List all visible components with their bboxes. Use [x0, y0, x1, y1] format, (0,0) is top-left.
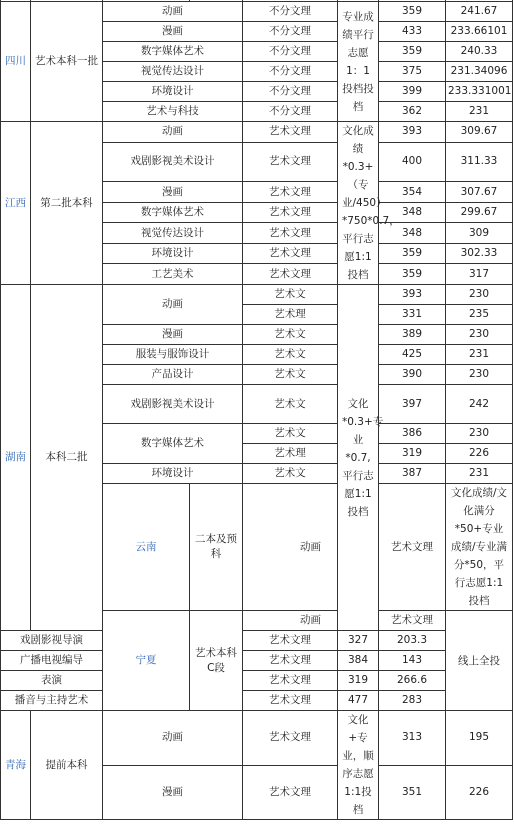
control-line-cell: 384	[338, 651, 379, 671]
table-row	[1, 122, 513, 143]
batch-cell: 二本及预科	[190, 484, 243, 611]
score-a-cell: 230	[446, 424, 513, 444]
major-cell: 表演	[1, 671, 103, 691]
major-cell: 漫画	[103, 22, 243, 42]
score-a-cell: 299.67	[446, 202, 513, 223]
control-line-cell: 348	[379, 202, 446, 223]
major-cell: 产品设计	[103, 365, 243, 385]
control-line-cell: 400	[379, 142, 446, 182]
category-cell: 艺术文理	[243, 122, 338, 143]
category-cell: 艺术文理	[243, 142, 338, 182]
major-cell: 动画	[103, 122, 243, 143]
control-line-cell: 375	[379, 62, 446, 82]
control-line-cell: 397	[379, 385, 446, 424]
score-a-cell: 231	[446, 464, 513, 484]
batch-cell: 艺术本科一批	[31, 2, 103, 122]
score-a-cell: 226	[446, 765, 513, 820]
major-cell: 戏剧影视导演	[1, 631, 103, 651]
major-cell: 工艺美术	[103, 264, 243, 285]
category-cell: 不分文理	[243, 102, 338, 122]
category-cell: 艺术文理	[243, 671, 338, 691]
table-row	[1, 651, 513, 671]
category-cell: 艺术文	[243, 464, 338, 484]
category-cell: 艺术文	[243, 285, 338, 305]
score-a-cell: 309	[446, 223, 513, 244]
major-cell: 视觉传达设计	[103, 223, 243, 244]
score-a-cell: 233.331001	[446, 82, 513, 102]
major-cell: 动画	[103, 711, 243, 766]
control-line-cell: 393	[379, 122, 446, 143]
control-line-cell: 359	[379, 42, 446, 62]
category-cell: 艺术文	[243, 365, 338, 385]
category-cell: 艺术文理	[243, 631, 338, 651]
category-cell: 不分文理	[243, 22, 338, 42]
major-cell: 漫画	[103, 182, 243, 203]
control-line-cell: 359	[379, 243, 446, 264]
category-cell: 不分文理	[243, 62, 338, 82]
score-a-cell: 143	[379, 651, 446, 671]
table-row	[1, 631, 513, 651]
score-a-cell: 317	[446, 264, 513, 285]
major-cell: 播音与主持艺术	[1, 691, 103, 711]
major-cell: 视觉传达设计	[103, 62, 243, 82]
major-cell: 动画	[103, 285, 243, 325]
control-line-cell: 387	[379, 464, 446, 484]
major-cell: 动画	[103, 2, 243, 22]
control-line-cell: 425	[379, 345, 446, 365]
major-cell: 环境设计	[103, 82, 243, 102]
category-cell: 艺术文	[243, 385, 338, 424]
category-cell: 艺术文理	[379, 484, 446, 611]
major-cell: 漫画	[103, 325, 243, 345]
major-cell: 广播电视编导	[1, 651, 103, 671]
score-a-cell: 231.34096	[446, 62, 513, 82]
category-cell: 不分文理	[243, 42, 338, 62]
score-a-cell: 233.66101	[446, 22, 513, 42]
admission-method-cell: 线上全投	[446, 611, 513, 711]
score-a-cell: 231	[446, 345, 513, 365]
category-cell: 艺术文理	[243, 223, 338, 244]
table-row	[1, 285, 513, 305]
major-cell: 戏剧影视美术设计	[103, 142, 243, 182]
province-cell: 江西	[1, 122, 31, 285]
control-line-cell: 359	[379, 2, 446, 22]
score-a-cell: 235	[446, 305, 513, 325]
major-cell: 服装与服饰设计	[103, 345, 243, 365]
score-a-cell: 242	[446, 385, 513, 424]
control-line-cell: 393	[379, 285, 446, 305]
category-cell: 不分文理	[243, 82, 338, 102]
category-cell: 艺术文理	[243, 651, 338, 671]
batch-cell: 提前本科	[31, 711, 103, 820]
score-a-cell: 195	[446, 711, 513, 766]
score-a-cell: 240.33	[446, 42, 513, 62]
score-a-cell: 230	[446, 325, 513, 345]
major-cell: 数字媒体艺术	[103, 424, 243, 464]
score-a-cell: 226	[446, 444, 513, 464]
province-cell: 四川	[1, 2, 31, 122]
score-a-cell: 203.3	[379, 631, 446, 651]
table-row	[1, 711, 513, 766]
major-cell: 数字媒体艺术	[103, 202, 243, 223]
category-cell: 艺术文理	[379, 611, 446, 631]
score-a-cell: 266.6	[379, 671, 446, 691]
control-line-cell: 359	[379, 264, 446, 285]
control-line-cell: 362	[379, 102, 446, 122]
province-cell: 云南	[103, 484, 190, 611]
major-cell: 艺术与科技	[103, 102, 243, 122]
control-line-cell: 331	[379, 305, 446, 325]
major-cell: 环境设计	[103, 243, 243, 264]
admission-method-cell: 文化成绩*0.3+（专业/450）*750*0.7，平行志愿1:1投档	[338, 122, 379, 285]
batch-cell: 艺术本科C段	[190, 611, 243, 711]
table-row	[1, 2, 513, 22]
admission-method-cell: 文化+专业，顺序志愿1:1投档	[338, 711, 379, 820]
control-line-cell: 433	[379, 22, 446, 42]
control-line-cell: 313	[379, 711, 446, 766]
category-cell: 艺术文理	[243, 182, 338, 203]
category-cell: 不分文理	[243, 2, 338, 22]
control-line-cell: 389	[379, 325, 446, 345]
control-line-cell: 327	[338, 631, 379, 651]
category-cell: 艺术理	[243, 444, 338, 464]
category-cell: 艺术文理	[243, 765, 338, 820]
category-cell: 艺术文	[243, 325, 338, 345]
score-a-cell: 241.67	[446, 2, 513, 22]
province-cell: 青海	[1, 711, 31, 820]
category-cell: 艺术文	[243, 345, 338, 365]
admission-method-cell: 文化*0.3+专业*0.7,平行志愿1:1投档	[338, 285, 379, 631]
category-cell: 艺术文理	[243, 711, 338, 766]
admission-method-cell: 文化成绩/文化满分*50+专业成绩/专业满分*50，平行志愿1:1投档	[446, 484, 513, 611]
table-row	[1, 671, 513, 691]
control-line-cell: 351	[379, 765, 446, 820]
admission-method-cell: 专业成绩平行志愿1：1投档投档	[338, 2, 379, 122]
major-cell: 环境设计	[103, 464, 243, 484]
major-cell: 动画	[243, 484, 379, 611]
control-line-cell: 348	[379, 223, 446, 244]
control-line-cell: 354	[379, 182, 446, 203]
major-cell: 戏剧影视美术设计	[103, 385, 243, 424]
major-cell: 漫画	[103, 765, 243, 820]
control-line-cell: 319	[338, 671, 379, 691]
control-line-cell: 477	[338, 691, 379, 711]
category-cell: 艺术文理	[243, 264, 338, 285]
score-a-cell: 302.33	[446, 243, 513, 264]
major-cell: 动画	[243, 611, 379, 631]
control-line-cell: 390	[379, 365, 446, 385]
province-cell: 宁夏	[103, 611, 190, 711]
score-a-cell: 283	[379, 691, 446, 711]
batch-cell: 本科二批	[31, 285, 103, 631]
score-a-cell: 231	[446, 102, 513, 122]
category-cell: 艺术文理	[243, 202, 338, 223]
score-a-cell: 230	[446, 285, 513, 305]
category-cell: 艺术文理	[243, 691, 338, 711]
major-cell: 数字媒体艺术	[103, 42, 243, 62]
category-cell: 艺术文	[243, 424, 338, 444]
control-line-cell: 319	[379, 444, 446, 464]
score-a-cell: 309.67	[446, 122, 513, 143]
table-row	[1, 691, 513, 711]
control-line-cell: 386	[379, 424, 446, 444]
score-a-cell: 230	[446, 365, 513, 385]
control-line-cell: 399	[379, 82, 446, 102]
category-cell: 艺术文理	[243, 243, 338, 264]
category-cell: 艺术理	[243, 305, 338, 325]
score-a-cell: 307.67	[446, 182, 513, 203]
province-cell: 湖南	[1, 285, 31, 631]
score-a-cell: 311.33	[446, 142, 513, 182]
batch-cell: 第二批本科	[31, 122, 103, 285]
